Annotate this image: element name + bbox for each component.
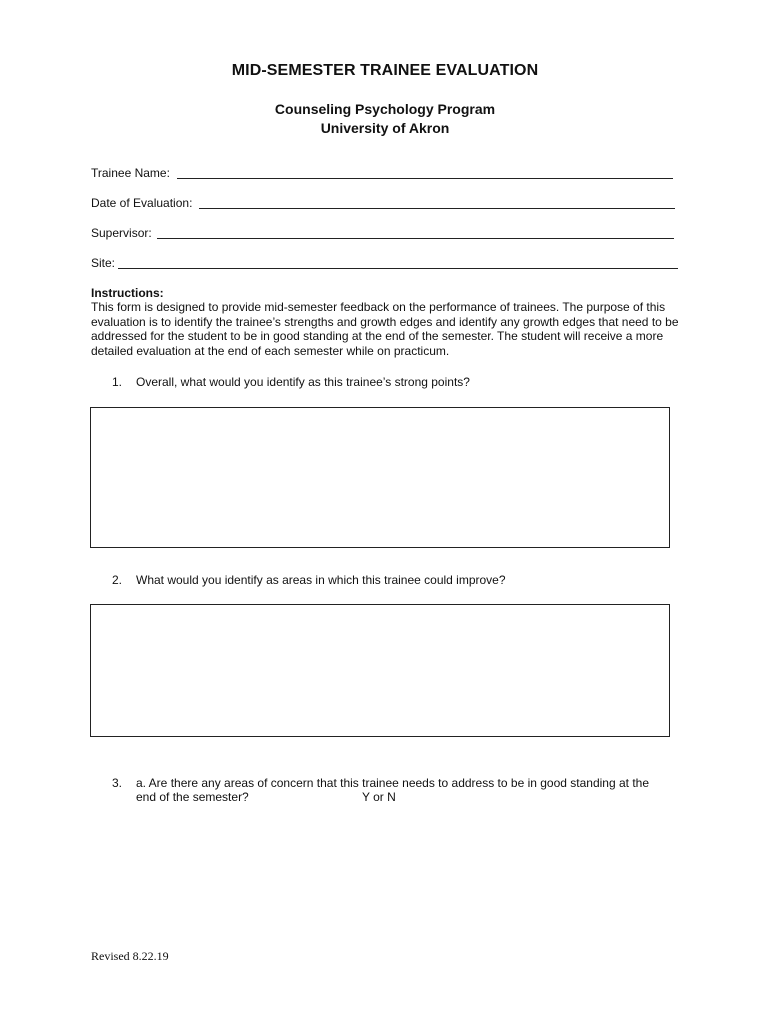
question-3-number: 3.	[112, 776, 123, 790]
revision-note: Revised 8.22.19	[91, 949, 169, 963]
supervisor-field[interactable]	[157, 238, 674, 239]
question-1-answer-box[interactable]	[90, 407, 670, 548]
question-1-number: 1.	[112, 375, 123, 389]
site-field[interactable]	[118, 268, 678, 269]
question-3-text-line2: end of the semester?	[136, 790, 249, 804]
program-name: Counseling Psychology Program	[274, 101, 496, 117]
yes-no-answer[interactable]: Y or N	[362, 790, 396, 804]
trainee-name-label: Trainee Name:	[91, 166, 170, 180]
date-of-evaluation-field[interactable]	[199, 208, 675, 209]
university-name: University of Akron	[320, 120, 450, 136]
trainee-name-field[interactable]	[177, 178, 673, 179]
question-2-text: What would you identify as areas in which this trainee could improve?	[136, 573, 506, 587]
question-3-text-line1: a. Are there any areas of concern that this trainee needs to address to be in good standing at the	[136, 776, 650, 790]
question-2-answer-box[interactable]	[90, 604, 670, 737]
instructions-text: This form is designed to provide mid-semester feedback on the performance of trainees. The purpose of this evaluation is to identify the trainee’s strengths and growth edges and identify any growth edges that need to be addressed for the student to be in good standing at the end of the semester. The student will receive a more detailed evaluation at the end of each semester while on practicum.	[91, 300, 679, 358]
question-1-text: Overall, what would you identify as this trainee’s strong points?	[136, 375, 470, 389]
question-2-number: 2.	[112, 573, 123, 587]
site-label: Site:	[91, 256, 116, 270]
instructions-heading: Instructions:	[91, 286, 164, 300]
date-of-evaluation-label: Date of Evaluation:	[91, 196, 193, 210]
supervisor-label: Supervisor:	[91, 226, 152, 240]
form-title: MID-SEMESTER TRAINEE EVALUATION	[231, 62, 539, 79]
